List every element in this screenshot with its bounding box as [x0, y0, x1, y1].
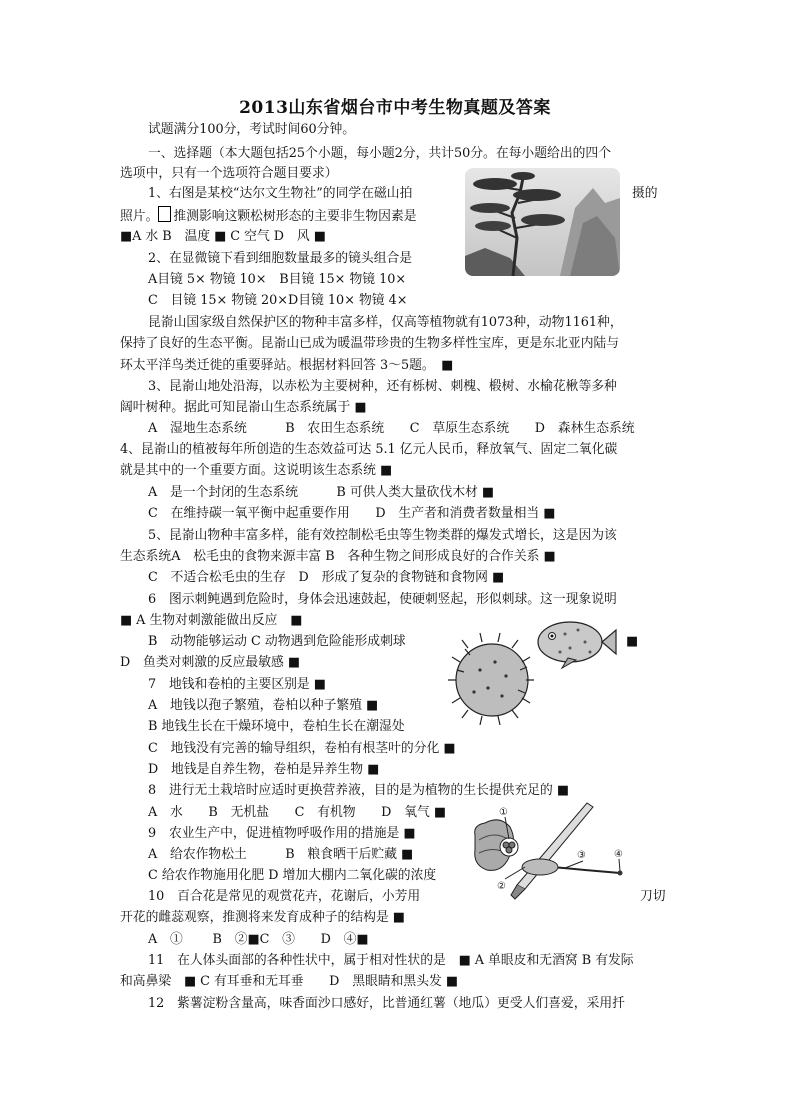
q7-option-a: A 地钱以孢子繁殖，卷柏以种子繁殖 ■ [148, 698, 379, 713]
q6-option-bc-mark: ■ [626, 634, 639, 649]
label-2: ② [497, 881, 506, 892]
q1-stem-end: 摄的 [632, 186, 658, 201]
q12-stem: 12 紫薯淀粉含量高，味香面沙口感好，比普通红薯（地瓜）更受人们喜爱，采用扦 [148, 996, 625, 1011]
material-line-3: 环太平洋鸟类迁徙的重要驿站。根据材料回答 3～5题。 ■ [120, 358, 454, 373]
q3-options: A 湿地生态系统 B 农田生态系统 C 草原生态系统 D 森林生态系统 [148, 421, 635, 436]
q1-stem: 1、右图是某校“达尔文生物社”的同学在磁山拍 [148, 186, 413, 201]
q4-stem-cont: 就是其中的一个重要方面。这说明该生态系统 ■ [120, 463, 393, 478]
material-line-1: 昆嵛山国家级自然保护区的物种丰富多样，仅高等植物就有1073种，动物1161种， [148, 315, 623, 330]
q9-options-ab: A 给农作物松土 B 粮食晒干后贮藏 ■ [148, 847, 414, 862]
q2-stem: 2、在显微镜下看到细胞数量最多的镜头组合是 [148, 251, 413, 266]
q4-stem: 4、昆嵛山的植被每年所创造的生态效益可达 5.1 亿元人民币，释放氧气、固定二氧化碳 [120, 442, 618, 457]
pufferfish-icon [440, 610, 620, 725]
section-heading: 一、选择题（本大题包括25个小题，每小题2分，共计50分。在每小题给出的四个 [148, 146, 612, 161]
q8-stem: 8 进行无土栽培时应适时更换营养液，目的是为植物的生长提供充足的 ■ [148, 783, 570, 798]
q6-stem: 6 图示刺鲀遇到危险时，身体会迅速鼓起，使硬刺竖起，形似刺球。这一现象说明 [148, 592, 617, 607]
q1-options: ■A 水 B 温度 ■ C 空气 D 风 ■ [120, 229, 326, 244]
label-3: ③ [577, 850, 586, 861]
q10-stem: 10 百合花是常见的观赏花卉，花谢后，小芳用 [148, 889, 421, 904]
q3-stem-cont: 阔叶树种。据此可知昆嵛山生态系统属于 ■ [120, 400, 367, 415]
q2-options-cd: C 目镜 15× 物镜 20×D目镜 10× 物镜 4× [148, 293, 408, 308]
q11-options-cd: 和高鼻梁 ■ C 有耳垂和无耳垂 D 黑眼睛和黑头发 ■ [120, 974, 458, 989]
q5-stem: 5、昆嵛山物种丰富多样，能有效控制松毛虫等生物类群的爆发式增长，这是因为该 [148, 528, 617, 543]
material-line-2: 保持了良好的生态平衡。昆嵛山已成为暖温带珍贵的生物多样性宝库，更是东北亚内陆与 [120, 336, 620, 351]
q4-options-cd: C 在维持碳一氧平衡中起重要作用 D 生产者和消费者数量相当 ■ [148, 506, 556, 521]
exam-info: 试题满分100分，考试时间60分钟。 [148, 122, 356, 137]
page-title: 2013山东省烟台市中考生物真题及答案 [239, 98, 551, 118]
section-heading-cont: 选项中，只有一个选项符合题目要求） [120, 166, 338, 181]
q10-stem-cont: 开花的雌蕊观察，推测将来发育成种子的结构是 ■ [120, 910, 405, 925]
scalpel-pistil-icon [465, 795, 635, 905]
q1-stem-cont [120, 206, 417, 226]
pufferfish-illustration [440, 610, 620, 725]
q3-stem: 3、昆嵛山地处沿海，以赤松为主要树种，还有栎树、刺槐、椴树、水榆花楸等多种 [148, 379, 617, 394]
pine-tree-icon [465, 168, 620, 276]
q9-options-cd: C 给农作物施用化肥 D 增加大棚内二氧化碳的浓度 [148, 868, 437, 883]
label-1: ① [499, 807, 508, 818]
q1-text-a: 照片。 [120, 209, 159, 224]
q8-options: A 水 B 无机盐 C 有机物 D 氧气 ■ [148, 805, 446, 820]
q2-options-ab: A目镜 5× 物镜 10× B目镜 15× 物镜 10× [148, 272, 407, 287]
q4-options-ab: A 是一个封闭的生态系统 B 可供人类大量砍伐木材 ■ [148, 485, 494, 500]
q6-option-a: ■ A 生物对刺激能做出反应 ■ [120, 613, 303, 628]
q7-option-b: B 地钱生长在干燥环境中，卷柏生长在潮湿处 [148, 719, 405, 734]
q9-stem: 9 农业生产中，促进植物呼吸作用的措施是 ■ [148, 826, 416, 841]
q6-option-d: D 鱼类对刺激的反应最敏感 ■ [120, 655, 300, 670]
q11-stem: 11 在人体头面部的各种性状中，属于相对性状的是 ■ A 单眼皮和无酒窝 B 有发际 [148, 953, 634, 968]
q10-options: A ① B ②■C ③ D ④■ [148, 932, 369, 947]
q5-options-cd: C 不适合松毛虫的生存 D 形成了复杂的食物链和食物网 ■ [148, 570, 505, 585]
q10-stem-end: 刀切 [640, 889, 666, 904]
label-4: ④ [614, 849, 623, 860]
q6-option-bc: B 动物能够运动 C 动物遇到危险能形成刺球 [148, 634, 406, 649]
pine-tree-photo [465, 168, 620, 276]
q7-option-c: C 地钱没有完善的输导组织，卷柏有根茎叶的分化 ■ [148, 741, 456, 756]
pistil-diagram [465, 795, 635, 905]
q7-option-d: D 地钱是自养生物，卷柏是异养生物 ■ [148, 762, 380, 777]
q7-stem: 7 地钱和卷柏的主要区别是 ■ [148, 677, 326, 692]
checkbox-mark [158, 206, 171, 222]
q5-options-ab: 生态系统A 松毛虫的食物来源丰富 B 各种生物之间形成良好的合作关系 ■ [120, 549, 556, 564]
q1-text-b: 推测影响这颗松树形态的主要非生物因素是 [173, 209, 417, 224]
